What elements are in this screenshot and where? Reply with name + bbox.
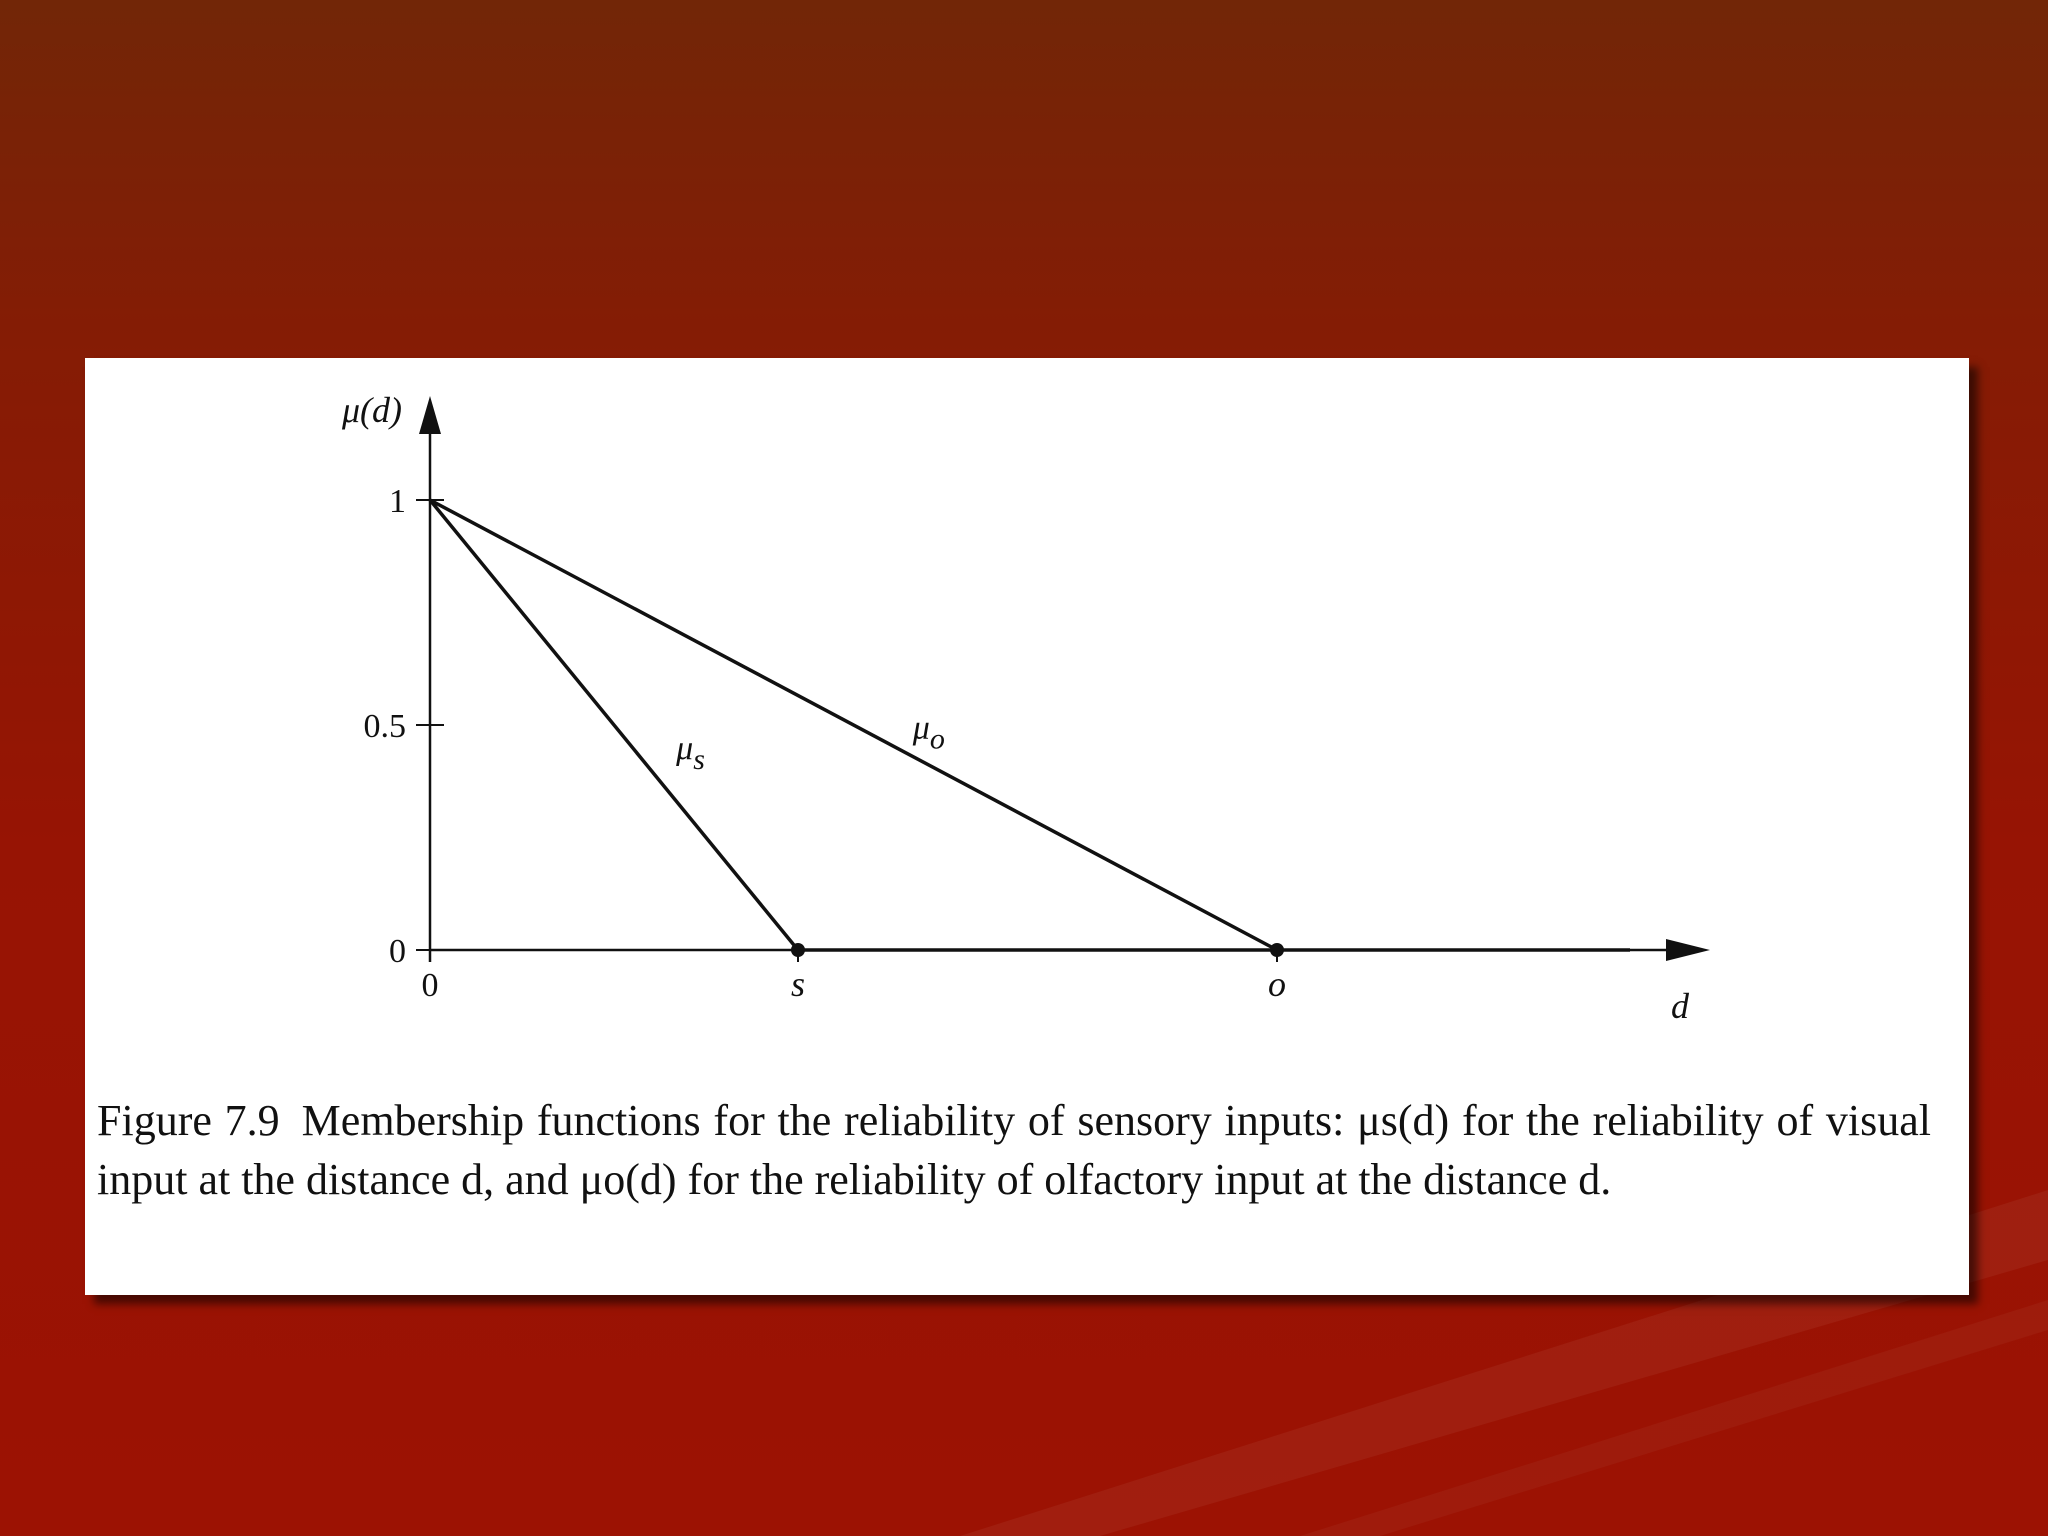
x-axis-label: d [1671,986,1689,1026]
y-tick-label: 0.5 [363,708,406,745]
y-axis-arrow [419,396,441,434]
caption-text: Membership functions for the reliability of sensory inputs: μs(d) for the reliability of visual input at the distance d, and μo(d) for the reliability of olfactory input at the distance d. [97,1096,1931,1204]
point-marker [791,943,805,957]
series-label-base: μ [676,730,694,767]
x-tick-label: o [1268,964,1286,1004]
series-label-o [912,710,945,756]
series-label-base: μ [912,709,930,747]
figure-caption [97,1091,1931,1209]
x-tick-label: s [790,964,806,1004]
series-line-o [430,500,1277,950]
x-axis-arrow [1666,939,1710,961]
point-marker [1270,943,1284,957]
series-label-subscript: o [929,722,945,756]
x-tick-label: 0 [421,967,439,1004]
series-line-s [430,500,798,950]
series-label-subscript: s [693,743,705,776]
membership-chart [85,358,1969,1078]
y-axis-label: μ(d) [341,390,402,430]
figure-panel [85,358,1969,1295]
y-tick-label: 0 [389,933,406,970]
series-label-s [675,730,705,776]
caption-figure-number: Figure 7.9 [97,1096,280,1145]
y-tick-label: 1 [389,483,406,520]
